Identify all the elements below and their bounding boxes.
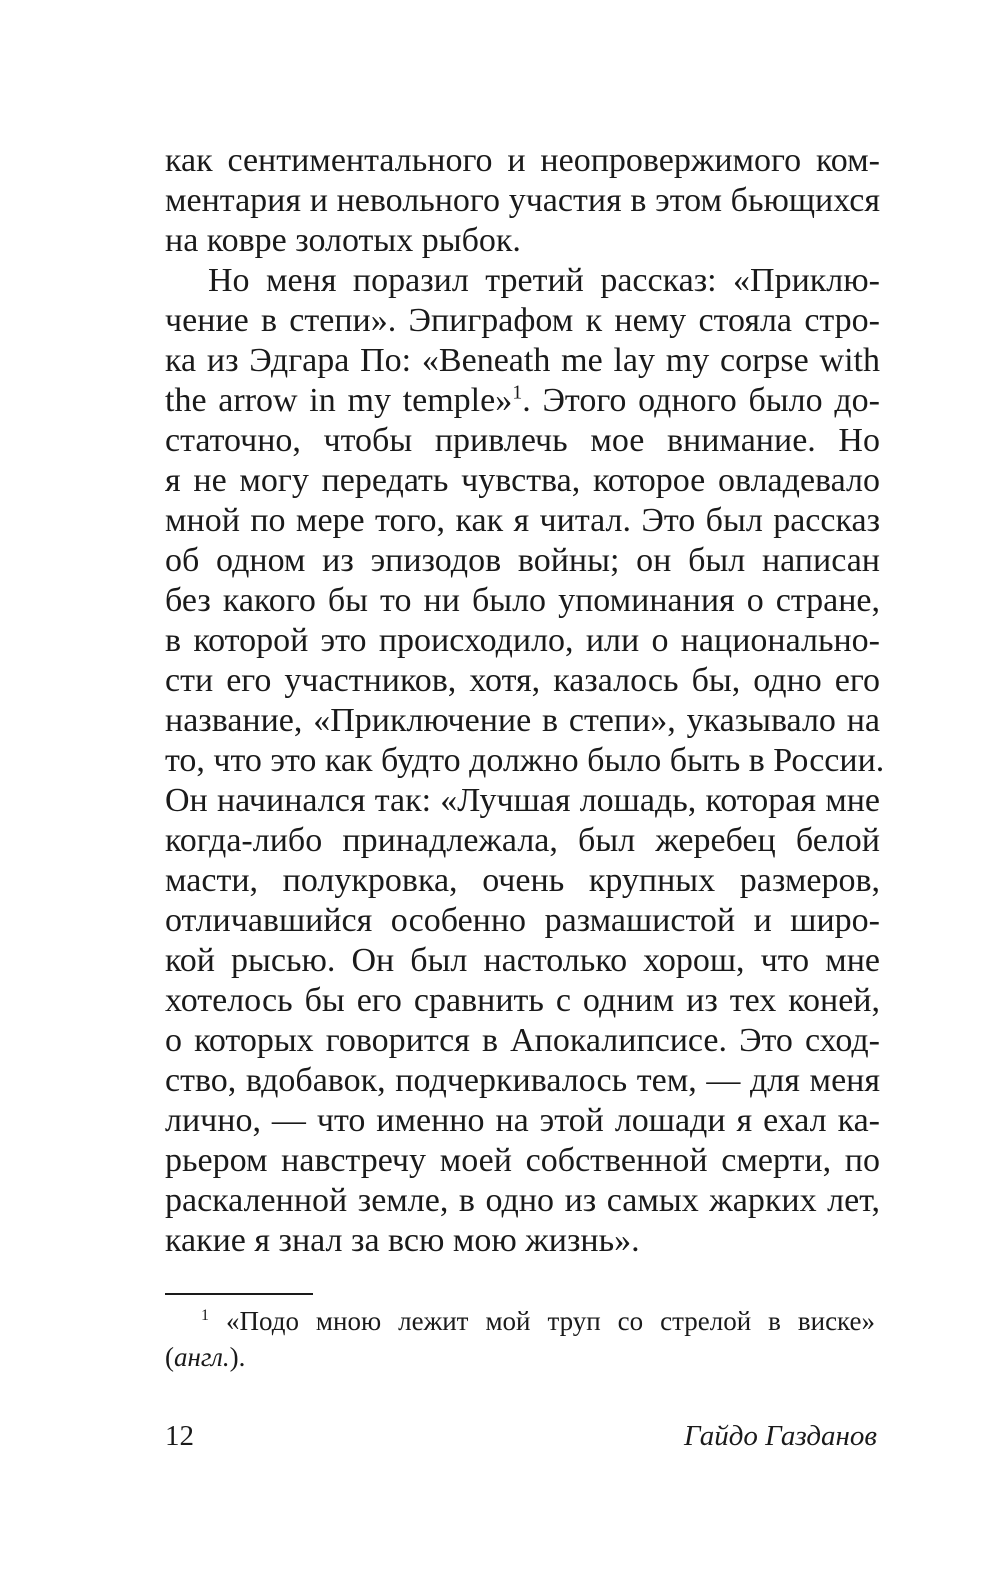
footnote-text: «Подо мною лежит мой труп со стрелой в виске»	[225, 1306, 875, 1336]
text-line: об одном из эпизодов войны; он был написан	[165, 542, 880, 579]
footnote	[165, 1303, 875, 1375]
text-line: на ковре золотых рыбок.	[165, 222, 521, 259]
text-line: ство, вдобавок, подчеркивалось тем, — для меня	[165, 1062, 880, 1099]
text-line: отличавшийся особенно размашистой и широ-	[165, 902, 880, 939]
text-line: название, «Приключение в степи», указывало на	[165, 702, 880, 739]
footnote-marker: 1	[201, 1307, 209, 1324]
text-line: сти его участников, хотя, казалось бы, одно его	[165, 662, 880, 699]
text-line	[165, 381, 880, 421]
text-line: чение в степи». Эпиграфом к нему стояла стро-	[165, 302, 880, 339]
body-text	[165, 141, 885, 1261]
running-head-author: Гайдо Газданов	[683, 1420, 877, 1452]
text-line: кой рысью. Он был настолько хорош, что мне	[165, 942, 880, 979]
text-line: масти, полукровка, очень крупных размеров,	[165, 862, 880, 899]
text-line: какие я знал за всю мою жизнь».	[165, 1222, 640, 1259]
page-number: 12	[165, 1420, 194, 1452]
text-line: ка из Эдгара По: «Beneath me lay my corpse with	[165, 342, 880, 379]
text-line: рьером навстречу моей собственной смерти, по	[165, 1142, 880, 1179]
footnote-line	[165, 1303, 875, 1339]
text-line: Но меня поразил третий рассказ: «Приклю-	[208, 262, 880, 299]
text-line: когда-либо принадлежала, был жеребец белой	[165, 822, 880, 859]
text-line: без какого бы то ни было упоминания о стране,	[165, 582, 880, 619]
text-line: о которых говорится в Апокалипсисе. Это сход-	[165, 1022, 880, 1059]
footnote-paren-close: ).	[229, 1342, 246, 1372]
text-line: раскаленной земле, в одно из самых жарких лет,	[165, 1182, 880, 1219]
text-line: я не могу передать чувства, которое овладевало	[165, 462, 880, 499]
footnote-line	[165, 1339, 875, 1375]
text-line: хотелось бы его сравнить с одним из тех коней,	[165, 982, 880, 1019]
text-line: то, что это как будто должно было быть в России.	[165, 742, 885, 779]
footnote-paren: (	[165, 1342, 174, 1372]
text-line: как сентиментального и неопровержимого ком-	[165, 142, 880, 179]
footnote-language: англ.	[174, 1342, 230, 1372]
footnote-reference: 1	[512, 381, 523, 404]
text-line: статочно, чтобы привлечь мое внимание. Но	[165, 422, 880, 459]
text-segment: the arrow in my temple»	[165, 382, 513, 419]
text-line: мной по мере того, как я читал. Это был рассказ	[165, 502, 880, 539]
text-line: в которой это происходило, или о национально-	[165, 622, 880, 659]
text-line: ментария и невольного участия в этом бьющихся	[165, 182, 880, 219]
text-segment: . Этого одного было до-	[522, 382, 880, 419]
text-line: лично, — что именно на этой лошади я ехал ка-	[165, 1102, 880, 1139]
text-line: Он начинался так: «Лучшая лошадь, которая мне	[165, 782, 880, 819]
footnote-divider	[165, 1293, 313, 1295]
